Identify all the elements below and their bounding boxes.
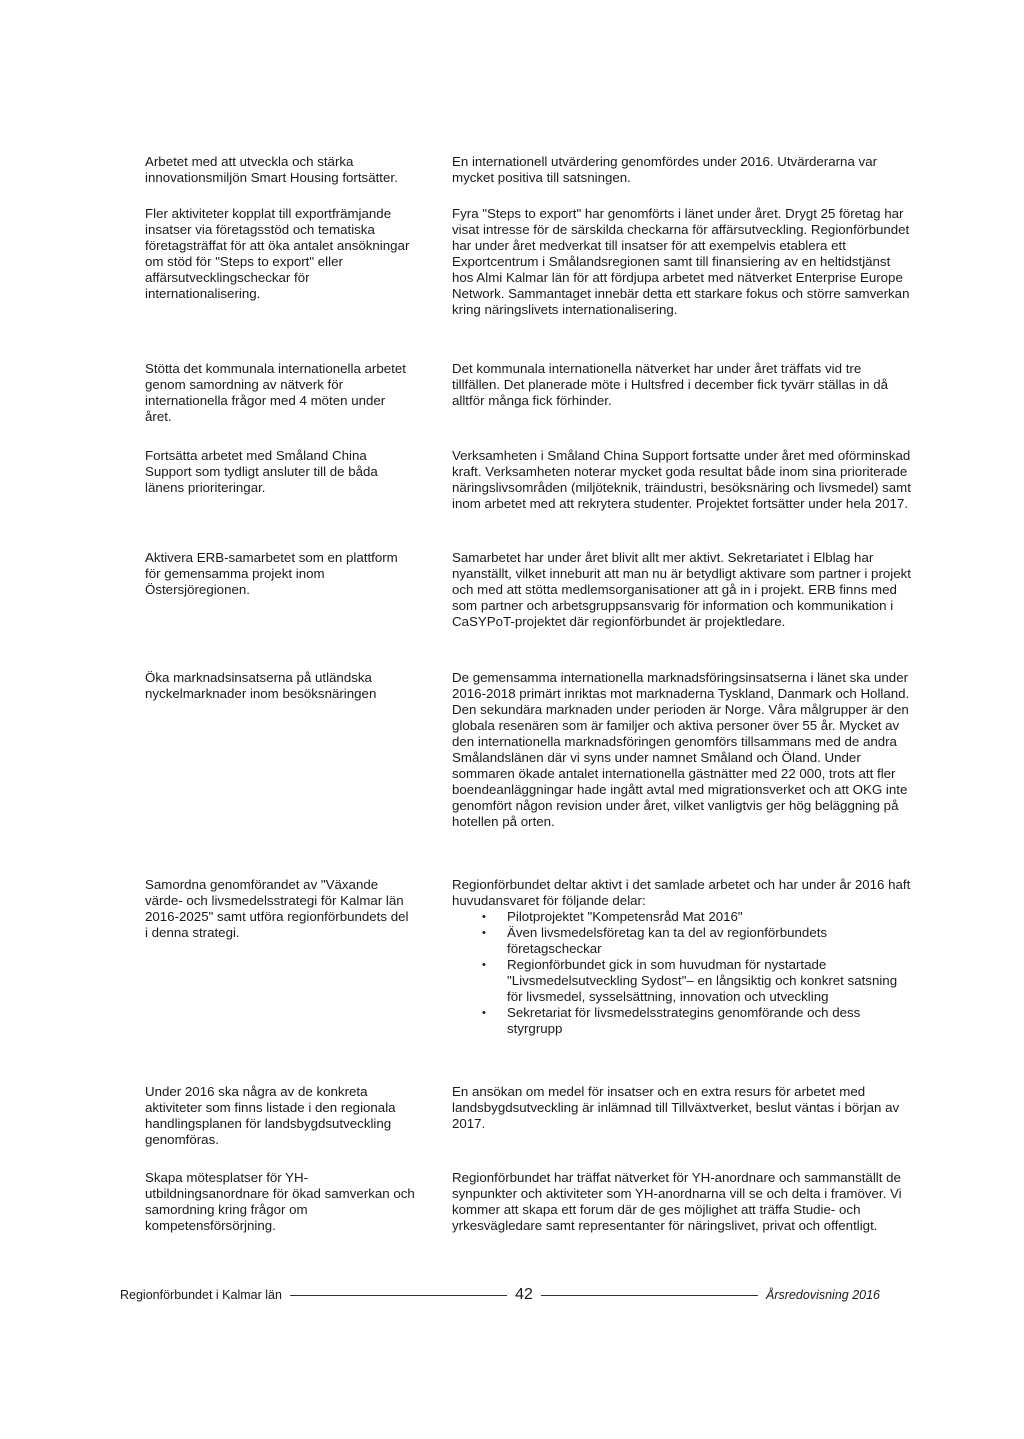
goal-text: Stötta det kommunala internationella arbetet genom samordning av nätverk för internationella frågor med 4 möten under året. <box>145 361 406 424</box>
footer-organization: Regionförbundet i Kalmar län <box>120 1288 282 1302</box>
outcome-text: Fyra "Steps to export" har genomförts i länet under året. Drygt 25 företag har visat intresse för de särskilda checkarna för affärsutveckling. Regionförbundet har under året medverkat till insatser för att exempelvis etablera ett Exportcentrum i Smålandsregionen samt till finansiering av en heltidstjänst hos Almi Kalmar län för att fördjupa arbetet med nätverket Enterprise Europe Network. Sammantaget innebär detta ett starkare fokus och större samverkan kring näringslivets internationalisering. <box>452 206 910 317</box>
list-item: • Även livsmedelsföretag kan ta del av regionförbundets företagscheckar <box>452 925 912 957</box>
goal-text: Skapa mötesplatser för YH-utbildningsanordnare för ökad samverkan och samordning kring frågor om kompetensförsörjning. <box>145 1170 415 1233</box>
outcome-text: Verksamheten i Småland China Support fortsatte under året med oförminskad kraft. Verksamheten noterar mycket goda resultat både inom sina prioriterade näringslivsområden (miljöteknik, träindustri, besöksnäring och livsmedel) samt inom arbetet med att rekrytera studenter. Projektet fortsätter under hela 2017. <box>452 448 911 511</box>
goal-text: Arbetet med att utveckla och stärka innovationsmiljön Smart Housing fortsätter. <box>145 154 398 185</box>
list-item: • Pilotprojektet "Kompetensråd Mat 2016" <box>452 909 912 925</box>
goal-text: Öka marknadsinsatserna på utländska nyckelmarknader inom besöksnäringen <box>145 670 377 701</box>
outcome-text: Det kommunala internationella nätverket har under året träffats vid tre tillfällen. Det planerade möte i Hultsfred i december fick tyvärr ställas in då alltför många fick förhinder. <box>452 361 889 408</box>
bullet-list <box>452 909 912 1037</box>
goal-text: Fler aktiviteter kopplat till exportfrämjande insatser via företagsstöd och tematiska företagsträffat för att öka antalet ansökningar om stöd för "Steps to export" eller affärsutvecklingscheckar för internationalisering. <box>145 206 410 301</box>
goal-text: Samordna genomförandet av "Växande värde- och livsmedelsstrategi för Kalmar län 2016-2025" samt utföra regionförbundets del i denna strategi. <box>145 877 409 940</box>
page-number: 42 <box>515 1286 533 1303</box>
outcome-text: De gemensamma internationella marknadsföringsinsatserna i länet ska under 2016-2018 primärt inriktas mot marknaderna Tyskland, Danmark och Holland. Den sekundära marknaden under perioden är Norge. Våra målgrupper är den globala resenären som är familjer och aktiva personer över 55 år. Mycket av den internationella marknadsföringen genomförs tillsammans med de andra Smålandslänen där vi syns under namnet Småland och Öland. Under sommaren ökade antalet internationella gästnätter med 22 000, trots att fler boendeanläggningar hade ingått avtal med migrationsverket och att OKG inte genomfört någon revision under året, vilket vanligtvis ger hög beläggning på hotellen på orten. <box>452 670 910 829</box>
footer-divider <box>290 1295 507 1296</box>
outcome-block <box>452 877 912 1037</box>
goal-text: Fortsätta arbetet med Småland China Support som tydligt ansluter till de båda länens prioriteringar. <box>145 448 378 495</box>
goal-text: Aktivera ERB-samarbetet som en plattform för gemensamma projekt inom Östersjöregionen. <box>145 550 398 597</box>
outcome-text: En ansökan om medel för insatser och en extra resurs för arbetet med landsbygdsutveckling är inlämnad till Tillväxtverket, beslut väntas i början av 2017. <box>452 1084 900 1131</box>
footer-divider <box>541 1295 758 1296</box>
footer-report-title: Årsredovisning 2016 <box>766 1288 881 1302</box>
outcome-text: Samarbetet har under året blivit allt mer aktivt. Sekretariatet i Elblag har nyanställt, vilket inneburit att man nu är betydligt aktivare som partner i projekt och med att stötta medlemsorganisationer att gå in i projekt. ERB finns med som partner och arbetsgruppsansvarig för information och kommunikation i CaSYPoT-projektet där regionförbundet är projektledare. <box>452 550 911 629</box>
page-footer <box>120 1286 880 1304</box>
goal-text: Under 2016 ska några av de konkreta aktiviteter som finns listade i den regionala handlingsplanen för landsbygdsutveckling genomföras. <box>145 1084 396 1147</box>
outcome-text: Regionförbundet deltar aktivt i det samlade arbetet och har under år 2016 haft huvudansvaret för följande delar: <box>452 877 911 908</box>
outcome-text: En internationell utvärdering genomfördes under 2016. Utvärderarna var mycket positiva till satsningen. <box>452 154 878 185</box>
outcome-text: Regionförbundet har träffat nätverket för YH-anordnare och sammanställt de synpunkter och aktiviteter som YH-anordnarna vill se och delta i framöver. Vi kommer att skapa ett forum där de ges möjlighet att träffa Studie- och yrkesvägledare samt representanter för näringslivet, privat och offentligt. <box>452 1170 902 1233</box>
list-item: • Sekretariat för livsmedelsstrategins genomförande och dess styrgrupp <box>452 1005 912 1037</box>
list-item: • Regionförbundet gick in som huvudman för nystartade "Livsmedelsutveckling Sydost"– en långsiktig och konkret satsning för livsmedel, sysselsättning, innovation och utveckling <box>452 957 912 1005</box>
